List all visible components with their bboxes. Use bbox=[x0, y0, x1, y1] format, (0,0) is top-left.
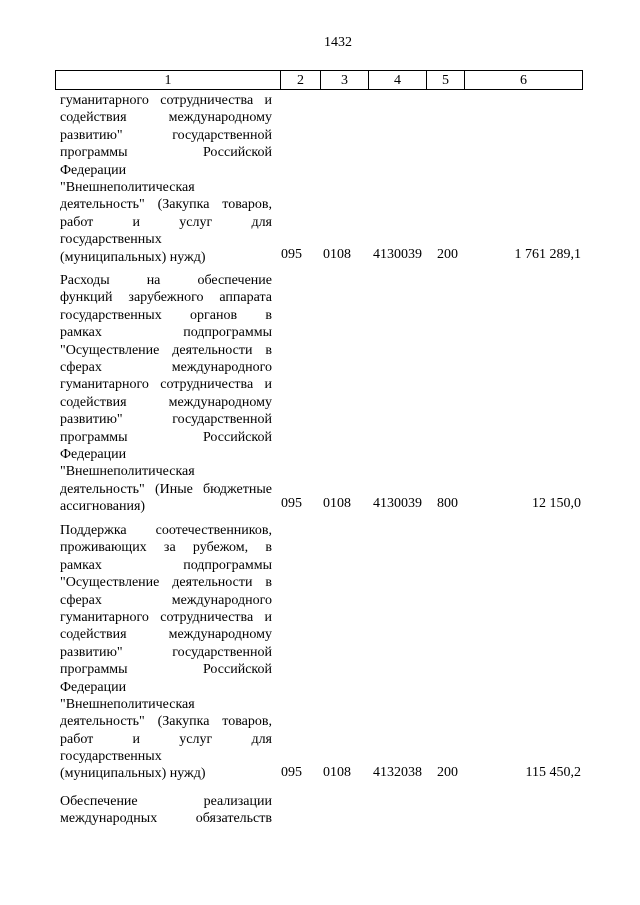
header-col-6: 6 bbox=[464, 71, 582, 89]
description-line: "Осуществление деятельности в bbox=[60, 575, 272, 591]
section-code: 0108 bbox=[323, 765, 351, 780]
header-col-1: 1 bbox=[164, 73, 172, 88]
description-line: проживающих за рубежом, в bbox=[60, 540, 272, 556]
target-code: 4132038 bbox=[373, 765, 422, 780]
description-line: содействия международному bbox=[60, 627, 272, 643]
row-description bbox=[60, 522, 272, 783]
description-line: развитию" государственной bbox=[60, 412, 272, 428]
row-description bbox=[60, 272, 272, 515]
expense-type-code: 200 bbox=[437, 765, 458, 780]
description-line: государственных bbox=[60, 749, 162, 765]
row-description bbox=[60, 793, 272, 828]
description-line: государственных bbox=[60, 232, 162, 248]
description-line: (муниципальных) нужд) bbox=[60, 249, 206, 265]
description-line: Федерации bbox=[60, 446, 127, 462]
description-line: гуманитарного сотрудничества и bbox=[60, 377, 272, 393]
description-line: программы Российской bbox=[60, 429, 272, 445]
description-line: функций зарубежного аппарата bbox=[60, 290, 272, 306]
header-col-4: 4 bbox=[368, 71, 426, 89]
header-col-5: 5 bbox=[426, 71, 464, 89]
expense-type-code: 200 bbox=[437, 247, 458, 262]
description-line: деятельность" (Закупка товаров, bbox=[60, 197, 272, 213]
description-line: развитию" государственной bbox=[60, 644, 272, 660]
description-line: Федерации bbox=[60, 162, 127, 178]
description-line: работ и услуг для bbox=[60, 731, 272, 747]
description-line: программы Российской bbox=[60, 145, 272, 161]
header-col-3: 3 bbox=[320, 71, 368, 89]
section-code: 0108 bbox=[323, 496, 351, 511]
target-code: 4130039 bbox=[373, 247, 422, 262]
description-line: "Внешнеполитическая bbox=[60, 179, 195, 195]
ministry-code: 095 bbox=[281, 496, 302, 511]
description-line: ассигнования) bbox=[60, 499, 146, 515]
description-line: деятельность" (Закупка товаров, bbox=[60, 714, 272, 730]
description-line: гуманитарного сотрудничества и bbox=[60, 609, 272, 625]
description-line: "Внешнеполитическая bbox=[60, 464, 195, 480]
page-number: 1432 bbox=[324, 35, 352, 50]
description-line: гуманитарного сотрудничества и bbox=[60, 93, 272, 108]
header-col-2: 2 bbox=[280, 71, 320, 89]
description-line: "Внешнеполитическая bbox=[60, 696, 195, 712]
description-line: Расходы на обеспечение bbox=[60, 273, 272, 288]
description-line: сферах международного bbox=[60, 592, 272, 608]
section-code: 0108 bbox=[323, 247, 351, 262]
description-line: программы Российской bbox=[60, 662, 272, 678]
target-code: 4130039 bbox=[373, 496, 422, 511]
ministry-code: 095 bbox=[281, 247, 302, 262]
amount: 12 150,0 bbox=[532, 496, 581, 511]
amount: 115 450,2 bbox=[525, 765, 581, 780]
table-header-row bbox=[55, 70, 583, 90]
description-line: (муниципальных) нужд) bbox=[60, 766, 206, 782]
amount: 1 761 289,1 bbox=[514, 247, 581, 262]
description-line: Поддержка соотечественников, bbox=[60, 523, 272, 538]
description-line: деятельность" (Иные бюджетные bbox=[60, 481, 272, 497]
expense-type-code: 800 bbox=[437, 496, 458, 511]
description-line: "Осуществление деятельности в bbox=[60, 342, 272, 358]
description-line: развитию" государственной bbox=[60, 127, 272, 143]
description-line: содействия международному bbox=[60, 110, 272, 126]
description-line: содействия международному bbox=[60, 394, 272, 410]
ministry-code: 095 bbox=[281, 765, 302, 780]
description-line: рамках подпрограммы bbox=[60, 325, 272, 341]
description-line: сферах международного bbox=[60, 359, 272, 375]
description-line: рамках подпрограммы bbox=[60, 557, 272, 573]
description-line: работ и услуг для bbox=[60, 214, 272, 230]
description-line: государственных органов в bbox=[60, 307, 272, 323]
description-line: Обеспечение реализации bbox=[60, 794, 272, 809]
description-line: международных обязательств bbox=[60, 811, 272, 827]
row-description bbox=[60, 92, 272, 266]
description-line: Федерации bbox=[60, 679, 127, 695]
